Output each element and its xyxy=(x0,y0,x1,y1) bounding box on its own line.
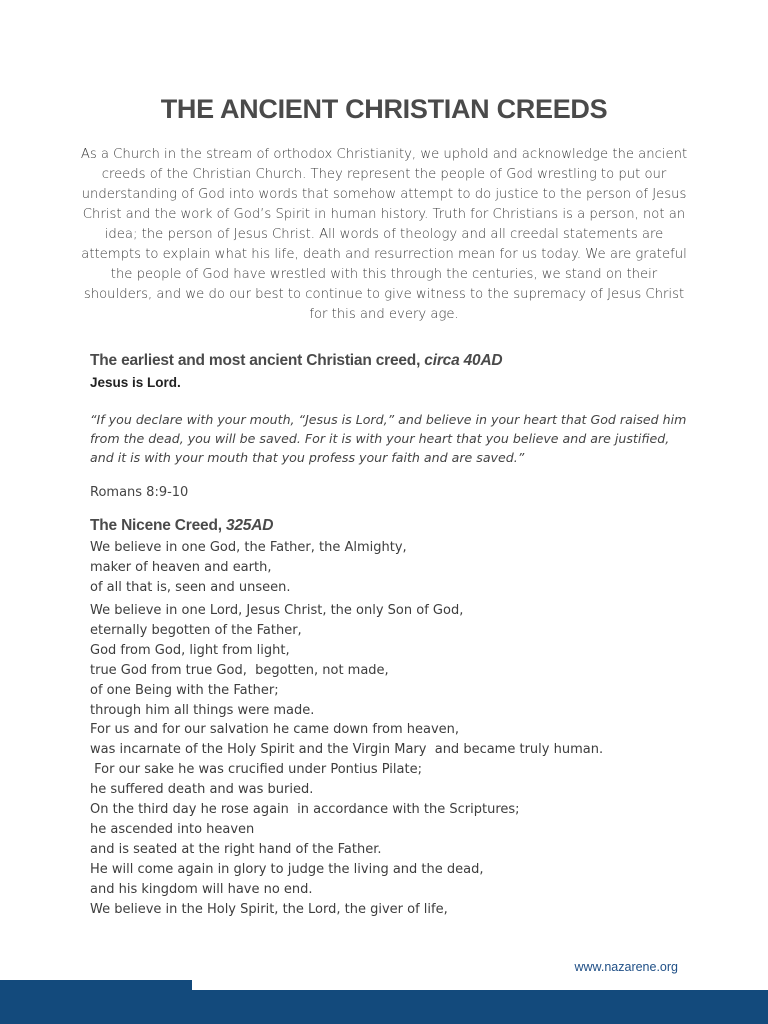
section-heading-nicene-creed xyxy=(90,517,273,535)
creed-line: of all that is, seen and unseen. xyxy=(90,579,291,595)
creed-paragraph-3 xyxy=(90,900,448,920)
creed-line: and his kingdom will have no end. xyxy=(90,881,313,897)
website-link[interactable]: www.nazarene.org xyxy=(574,960,678,974)
creed-line: We believe in the Holy Spirit, the Lord, the giver of life, xyxy=(90,902,448,917)
creed-line: through him all things were made. xyxy=(90,702,315,718)
creed-line: On the third day he rose again in accordance with the Scriptures; xyxy=(90,802,520,818)
page-title: THE ANCIENT CHRISTIAN CREEDS xyxy=(160,94,608,124)
creed-line: of one Being with the Father; xyxy=(90,682,279,698)
section-heading-text: The earliest and most ancient Christian creed, xyxy=(90,352,425,369)
creed-line: he ascended into heaven xyxy=(90,821,255,837)
creed-line: For us and for our salvation he came down from heaven, xyxy=(90,722,460,738)
creed-line: He will come again in glory to judge the living and the dead, xyxy=(90,861,484,877)
creed-line: We believe in one Lord, Jesus Christ, the only Son of God, xyxy=(90,603,464,618)
creed-line: true God from true God, begotten, not made, xyxy=(90,662,389,678)
creed-statement: Jesus is Lord. xyxy=(90,375,181,390)
section-heading-date: 325AD xyxy=(225,517,274,534)
scripture-quote: “If you declare with your mouth, “Jesus is Lord,” and believe in your heart that God raised him from the dead, you will be saved. For it is with your heart that you believe and are justified, and it is with your mouth that you profess your faith and are saved.” xyxy=(90,412,687,465)
creed-line: maker of heaven and earth, xyxy=(90,559,272,575)
creed-paragraph-1 xyxy=(90,538,407,598)
section-heading-text: The Nicene Creed, xyxy=(90,517,226,534)
creed-line: and is seated at the right hand of the Father. xyxy=(90,841,382,857)
section-heading-earliest-creed xyxy=(90,352,502,370)
creed-line: was incarnate of the Holy Spirit and the Virgin Mary and became truly human. xyxy=(90,742,604,758)
scripture-reference: Romans 8:9-10 xyxy=(90,485,189,500)
creed-line: We believe in one God, the Father, the Almighty, xyxy=(90,540,407,555)
creed-line: God from God, light from light, xyxy=(90,642,290,658)
creed-paragraph-2 xyxy=(90,601,603,900)
creed-line: he suffered death and was buried. xyxy=(90,782,314,798)
intro-paragraph: As a Church in the stream of orthodox Christianity, we uphold and acknowledge the ancient creeds of the Christian Church. They represent the people of God wrestling to put our understanding of God into words that somehow attempt to do justice to the person of Jesus Christ and the work of God’s Spirit in human history. Truth for Christians is a person, not an idea; the person of Jesus Christ. All words of theology and all creedal statements are attempts to explain what his life, death and resurrection mean for us today. We are grateful the people of God have wrestled with this through the centuries, we stand on their shoulders, and we do our best to continue to give witness to the supremacy of Jesus Christ for this and every age. xyxy=(80,147,688,322)
footer-bar xyxy=(0,990,768,1024)
creed-line: For our sake he was crucified under Pontius Pilate; xyxy=(90,762,422,778)
creed-line: eternally begotten of the Father, xyxy=(90,622,302,638)
section-heading-date: circa 40AD xyxy=(424,352,503,369)
